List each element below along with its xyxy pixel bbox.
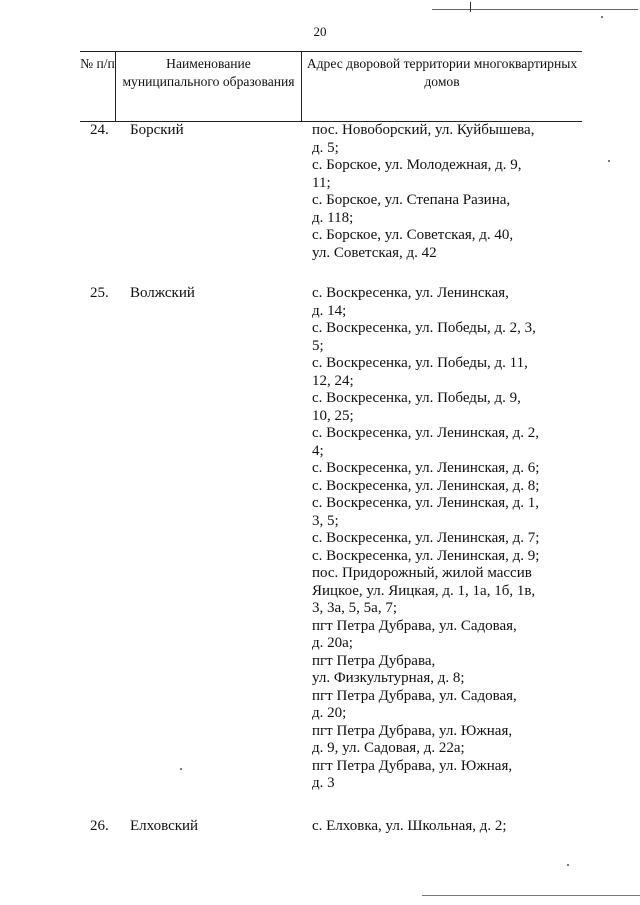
address-line: с. Воскресенка, ул. Ленинская, д. 7; xyxy=(312,530,540,546)
address-line: с. Воскресенка, ул. Победы, д. 9, xyxy=(312,390,521,406)
address-line: с. Воскресенка, ул. Ленинская, д. 2, xyxy=(312,425,540,441)
address-line: д. 20; xyxy=(312,705,347,721)
row-address xyxy=(312,285,582,793)
address-line: пгт Петра Дубрава, ул. Садовая, xyxy=(312,617,517,634)
row-number: 24. xyxy=(90,122,109,138)
address-line: д. 14; xyxy=(312,302,347,319)
address-line: с. Воскресенка, ул. Ленинская, д. 8; xyxy=(312,477,540,494)
address-line: 5; xyxy=(312,337,324,354)
address-line: 12, 24; xyxy=(312,372,354,389)
address-line: с. Борское, ул. Степана Разина, xyxy=(312,192,511,208)
address-line: 3, 5; xyxy=(312,512,339,529)
address-line: д. 20а; xyxy=(312,635,353,651)
address-line: с. Воскресенка, ул. Ленинская, д. 6; xyxy=(312,460,540,476)
address-line: ул. Советская, д. 42 xyxy=(312,244,437,261)
address-line: 10, 25; xyxy=(312,407,354,424)
address-line: 4; xyxy=(312,442,324,459)
address-line: д. 3 xyxy=(312,775,335,791)
scan-speck xyxy=(180,768,182,770)
address-line: 11; xyxy=(312,174,331,191)
scan-artifact-bottom-line xyxy=(422,895,640,896)
address-line: д. 118; xyxy=(312,209,354,226)
address-line: пгт Петра Дубрава, ул. Южная, xyxy=(312,757,513,774)
address-line: с. Борское, ул. Молодежная, д. 9, xyxy=(312,157,522,173)
page-number: 20 xyxy=(313,24,327,39)
row-municipality: Елховский xyxy=(130,817,199,834)
table-body xyxy=(80,122,582,835)
row-municipality: Волжский xyxy=(130,285,195,301)
address-line: с. Воскресенка, ул. Ленинская, д. 1, xyxy=(312,495,540,511)
address-line: с. Воскресенка, ул. Ленинская, д. 9; xyxy=(312,547,540,564)
header-number-column: № п/п xyxy=(80,52,116,121)
table-row xyxy=(80,122,582,262)
address-line: д. 9, ул. Садовая, д. 22а; xyxy=(312,740,465,756)
scan-speck xyxy=(567,864,569,866)
address-line: с. Воскресенка, ул. Ленинская, xyxy=(312,285,509,301)
address-line: с. Елховка, ул. Школьная, д. 2; xyxy=(312,817,507,834)
header-address-column: Адрес дворовой территории многоквартирных домов xyxy=(306,56,578,89)
row-municipality: Борский xyxy=(130,122,184,138)
address-line: пгт Петра Дубрава, xyxy=(312,652,436,669)
address-line: д. 5; xyxy=(312,139,339,156)
address-line: пгт Петра Дубрава, ул. Садовая, xyxy=(312,687,517,704)
address-line: 3, 3а, 5, 5а, 7; xyxy=(312,600,397,616)
row-address xyxy=(312,122,582,262)
address-line: с. Борское, ул. Советская, д. 40, xyxy=(312,227,514,243)
table-row xyxy=(80,285,582,793)
header-municipality-column: Наименование муниципального образования xyxy=(116,52,302,121)
row-number: 25. xyxy=(90,285,109,301)
table-row xyxy=(80,818,582,836)
address-line: ул. Физкультурная, д. 8; xyxy=(312,670,465,686)
address-line: пос. Новоборский, ул. Куйбышева, xyxy=(312,122,535,138)
scan-speck xyxy=(608,160,610,162)
address-line: Яицкое, ул. Яицкая, д. 1, 1а, 1б, 1в, xyxy=(312,582,536,599)
scan-artifact-top-line xyxy=(432,9,638,10)
scan-speck xyxy=(601,16,603,18)
address-line: пгт Петра Дубрава, ул. Южная, xyxy=(312,722,513,739)
address-line: с. Воскресенка, ул. Победы, д. 11, xyxy=(312,355,528,371)
table-header xyxy=(80,51,582,122)
row-address xyxy=(312,818,582,836)
address-line: пос. Придорожный, жилой массив xyxy=(312,565,532,581)
address-line: с. Воскресенка, ул. Победы, д. 2, 3, xyxy=(312,320,536,336)
row-number: 26. xyxy=(90,817,109,834)
scan-artifact-tick xyxy=(470,2,471,12)
